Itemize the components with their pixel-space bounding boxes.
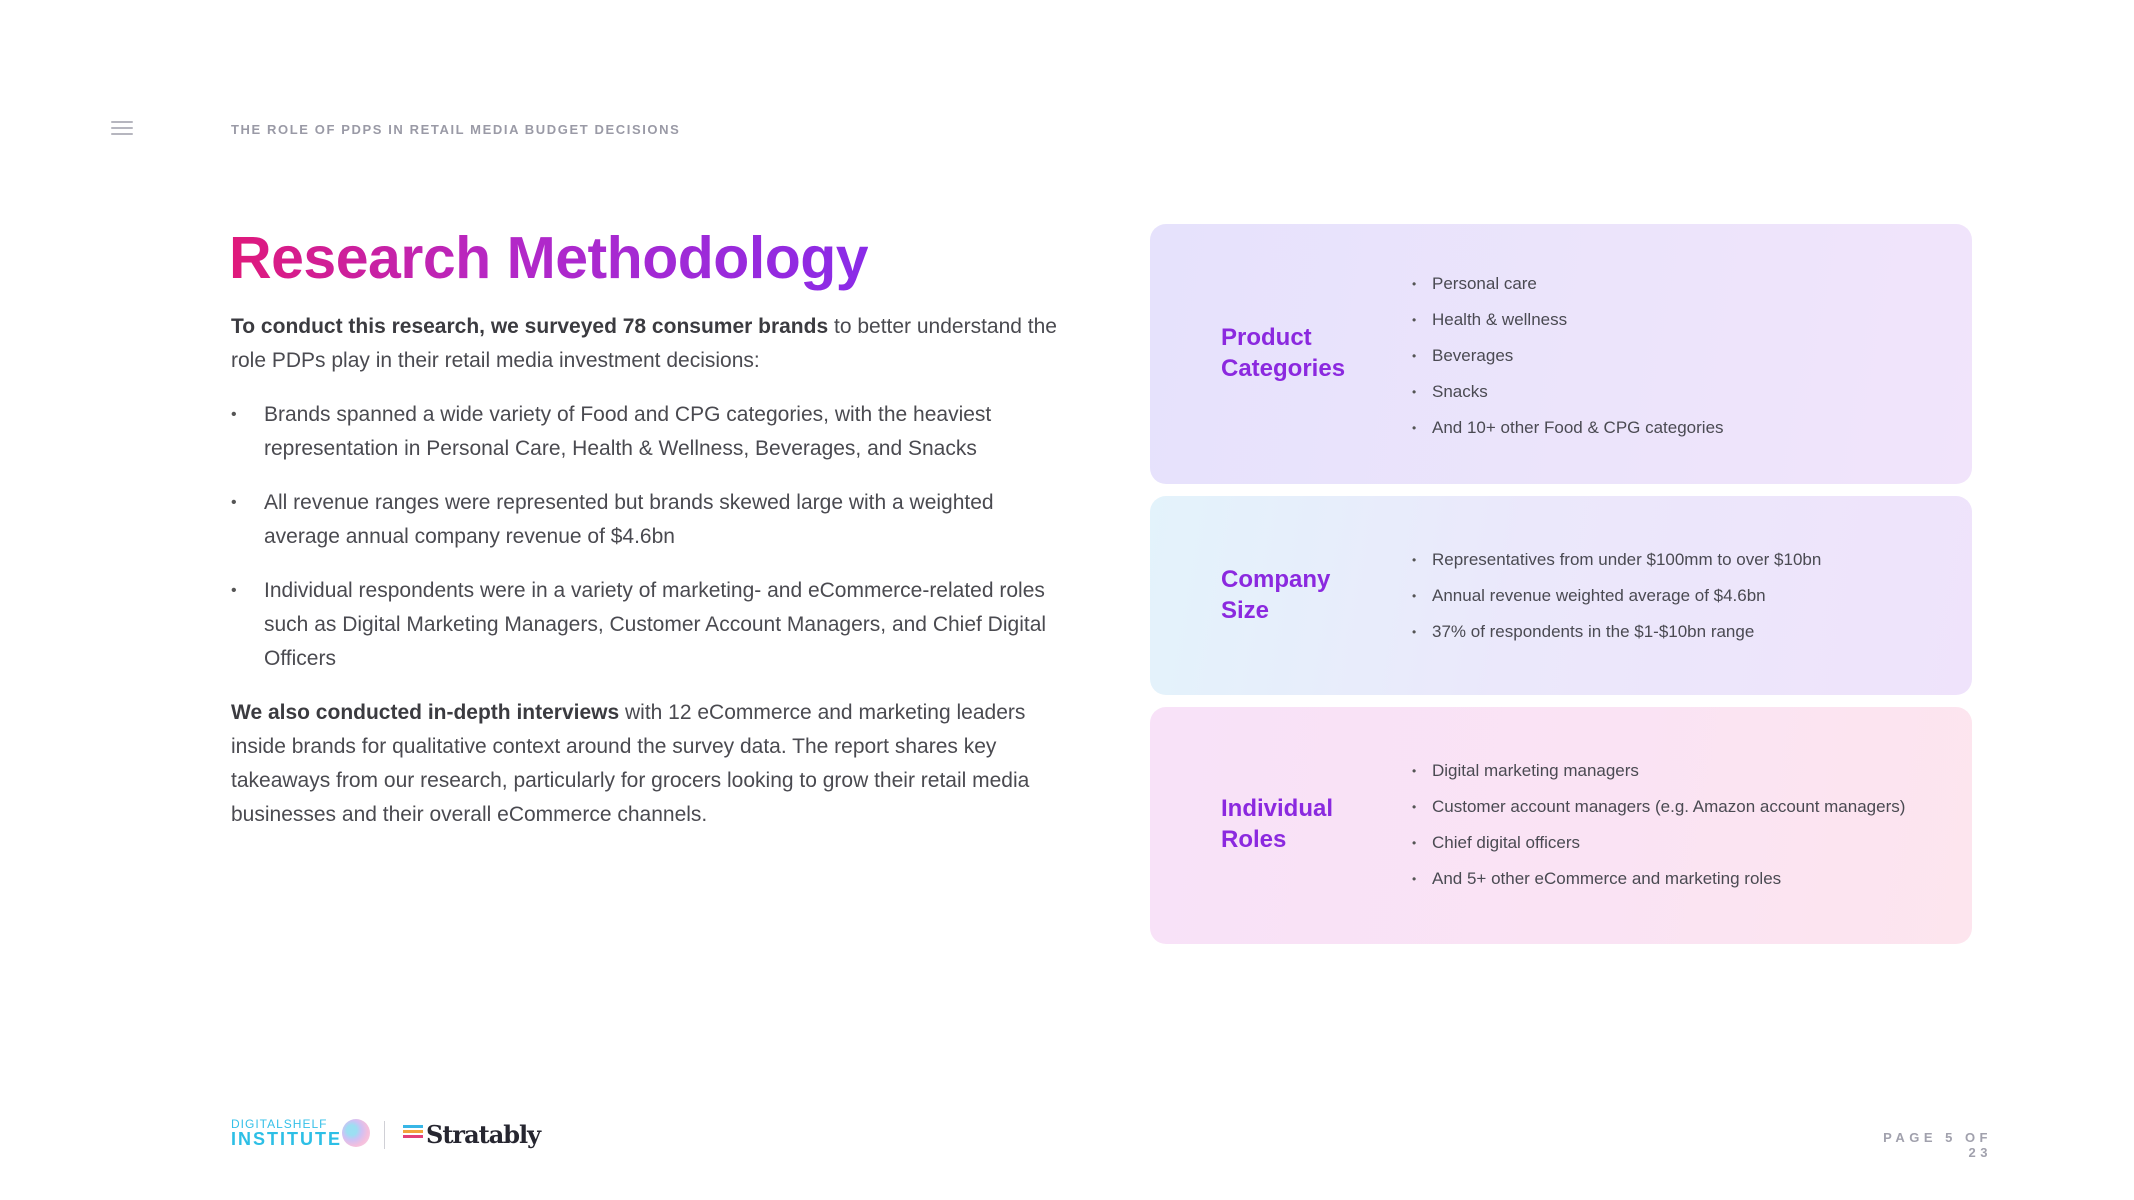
card-list: [1412, 266, 1724, 446]
intro-bold: To conduct this research, we surveyed 78 consumer brands: [231, 315, 829, 338]
logo-dsi-top: DIGITALSHELF: [231, 1117, 328, 1131]
bullet-item: • All revenue ranges were represented but brands skewed large with a weighted average annual company revenue of $4.6bn: [231, 486, 1063, 554]
closing-paragraph: [231, 696, 1063, 832]
bullet-item: • Individual respondents were in a variety of marketing- and eCommerce-related roles such as Digital Marketing Managers, Customer Account Managers, and Chief Digital Officers: [231, 574, 1063, 676]
card-list: [1412, 542, 1821, 650]
page-title: Research Methodology: [229, 222, 868, 294]
card-list-item: • Health & wellness: [1412, 302, 1724, 338]
card-list-item: • And 10+ other Food & CPG categories: [1412, 410, 1724, 446]
card-list-item: • Snacks: [1412, 374, 1724, 410]
stratably-mark-icon: [403, 1125, 423, 1143]
intro-rest: to better understand the role PDPs play in their retail media investment decisions:: [231, 315, 1057, 372]
card-list-item: • And 5+ other eCommerce and marketing roles: [1412, 861, 1905, 897]
brain-icon: [342, 1119, 370, 1147]
footer-divider: [384, 1121, 385, 1149]
methodology-text: [231, 310, 1063, 832]
card-list-item: • Chief digital officers: [1412, 825, 1905, 861]
card-list-item: • Representatives from under $100mm to over $10bn: [1412, 542, 1821, 578]
product-categories-card: [1150, 224, 1972, 484]
card-list-item: • Personal care: [1412, 266, 1724, 302]
company-size-card: [1150, 496, 1972, 695]
individual-roles-card: [1150, 707, 1972, 944]
card-list: [1412, 753, 1905, 897]
hamburger-menu-icon[interactable]: [111, 121, 133, 139]
card-list-item: • Customer account managers (e.g. Amazon account managers): [1412, 789, 1905, 825]
closing-rest: with 12 eCommerce and marketing leaders inside brands for qualitative context around the survey data. The report shares key takeaways from our research, particularly for grocers looking to grow their retail media businesses and their overall eCommerce channels.: [231, 701, 1030, 826]
card-label: Product Categories: [1221, 324, 1346, 382]
card-list-item: • 37% of respondents in the $1-$10bn range: [1412, 614, 1821, 650]
card-list-item: • Annual revenue weighted average of $4.6bn: [1412, 578, 1821, 614]
methodology-bullets: [231, 398, 1063, 676]
closing-bold: We also conducted in-depth interviews: [231, 701, 620, 724]
card-label: Individual Roles: [1221, 795, 1334, 853]
intro-paragraph: [231, 310, 1063, 378]
digital-shelf-institute-logo: [231, 1118, 371, 1150]
stratably-logo: [403, 1118, 540, 1150]
page-number: PAGE 5 OF 23: [1883, 1130, 1992, 1160]
card-list-item: • Digital marketing managers: [1412, 753, 1905, 789]
card-list-item: • Beverages: [1412, 338, 1724, 374]
logo-dsi-bottom: INSTITUTE: [231, 1129, 342, 1149]
logo-stratably-text: Stratably: [426, 1119, 541, 1149]
card-label: Company Size: [1221, 566, 1331, 624]
bullet-item: • Brands spanned a wide variety of Food and CPG categories, with the heaviest representation in Personal Care, Health & Wellness, Beverages, and Snacks: [231, 398, 1063, 466]
running-head: THE ROLE OF PDPS IN RETAIL MEDIA BUDGET DECISIONS: [231, 122, 681, 137]
